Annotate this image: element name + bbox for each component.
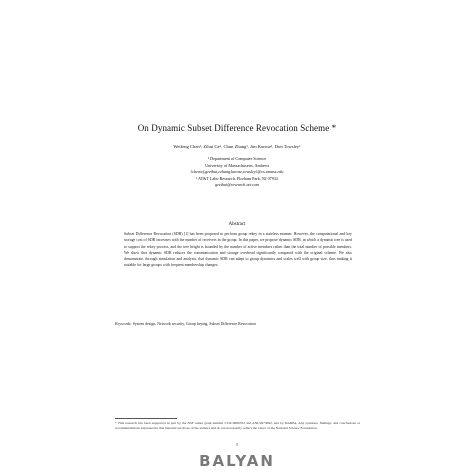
affiliation-block bbox=[0, 156, 474, 189]
paper-title: On Dynamic Subset Difference Revocation Scheme * bbox=[137, 123, 337, 133]
watermark-text: BALYAN bbox=[199, 452, 275, 470]
page-number: 1 bbox=[235, 442, 239, 447]
affiliation-line: ¹ Department of Computer Science bbox=[207, 156, 267, 161]
abstract-text: Subset Difference Revocation (SDR) [1] has been proposed to perform group rekey in a stateless manner. However, the computational and key storage cost of SDR increases with the number of receivers in the group. In this paper, we propose dynamic SDR, in which a dynamic tree is used to support the rekey process, and the tree height is bounded by the number of active members rather than the total number of possible members. We show that dynamic SDR reduces the communication and storage overhead significantly compared with the original scheme. We also demonstrate, through simulation and analysis, that dynamic SDR can adapt to group dynamics and scales well with group size, thus making it suitable for large groups with frequent membership changes. bbox=[124, 232, 352, 268]
author-list: Weifeng Chen¹, Zihui Ge¹, Chun Zhang¹, Jim Kurose¹, Don Towsley¹ bbox=[173, 144, 301, 149]
keywords-line bbox=[115, 321, 360, 327]
keywords-text: System design, Network security, Group keying, Subset Difference Revocation bbox=[132, 322, 256, 326]
abstract-heading: Abstract bbox=[228, 222, 246, 227]
affiliation-line: ² AT&T Labs-Research, Florham Park, NJ 07932 bbox=[195, 175, 279, 181]
affiliation-line: University of Massachusetts, Amherst bbox=[205, 162, 269, 168]
keywords-label: Keywords: bbox=[115, 322, 132, 326]
affiliation-email: gezihui@research.att.com bbox=[215, 182, 259, 188]
footnote-text: * This research has been supported in part by the NSF under grant number CCR-9980552 and ANI-9973092, and by DARPA. Any opinions, findings, and conclusions or recommendations expressed in this material are those of the authors and do not necessarily reflect the views of the National Science Foundation. bbox=[115, 421, 360, 430]
footnote-divider bbox=[115, 418, 177, 419]
affiliation-email: {chenwf,gezihui,czhang,kurose,towsley}@cs.umass.edu bbox=[190, 169, 284, 175]
watermark-logo bbox=[188, 452, 286, 470]
